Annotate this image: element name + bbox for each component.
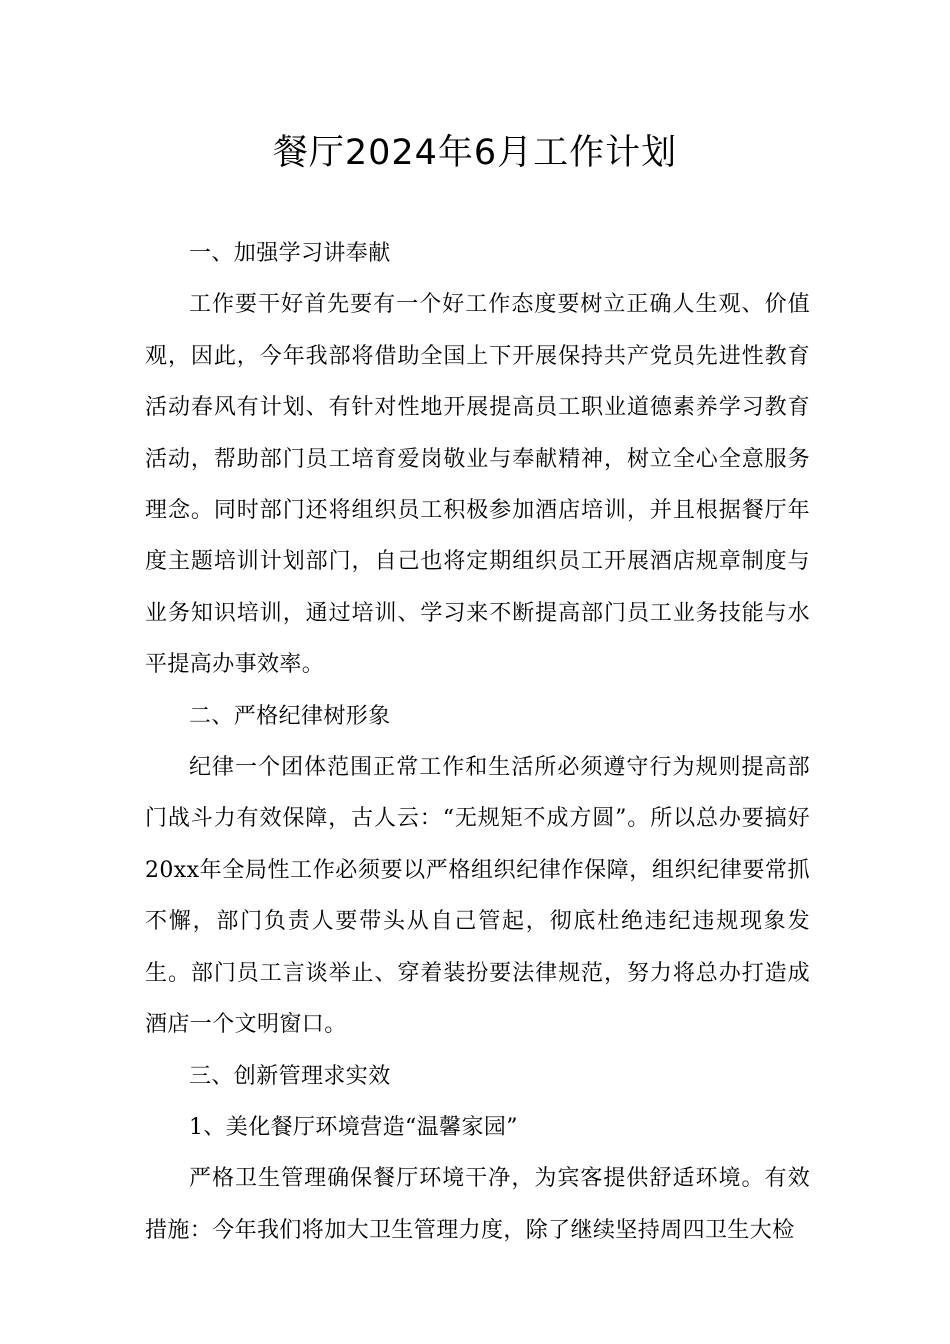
- subsection-heading-1: 1、美化餐厅环境营造“温馨家园”: [189, 1114, 518, 1140]
- section-heading-2: 二、严格纪律树形象: [189, 703, 391, 729]
- document-body: [145, 228, 810, 1256]
- section-heading-3: 三、创新管理求实效: [189, 1063, 391, 1089]
- document-title: 餐厅2024年6月工作计划: [272, 133, 678, 173]
- section-heading-1: 一、加强学习讲奉献: [189, 241, 391, 266]
- paragraph-2: 纪律一个团体范围正常工作和生活所必须遵守行为规则提高部门战斗力有效保障，古人云：“无规矩不成方圆”。所以总办要搞好20xx年全局性工作必须要以严格组织纪律作保障，组织纪律要常抓不懈，部门负责人要带头从自己管起，彻底杜绝违纪违规现象发生。部门员工言谈举止、穿着装扮要法律规范，努力将总办打造成酒店一个文明窗口。: [145, 755, 810, 1038]
- paragraph-3: 严格卫生管理确保餐厅环境干净，为宾客提供舒适环境。有效措施：今年我们将加大卫生管理力度，除了继续坚持周四卫生大检: [145, 1166, 810, 1243]
- paragraph-1: 工作要干好首先要有一个好工作态度要树立正确人生观、价值观，因此，今年我部将借助全国上下开展保持共产党员先进性教育活动春风有计划、有针对性地开展提高员工职业道德素养学习教育活动，帮助部门员工培育爱岗敬业与奉献精神，树立全心全意服务理念。同时部门还将组织员工积极参加酒店培训，并且根据餐厅年度主题培训计划部门，自己也将定期组织员工开展酒店规章制度与业务知识培训，通过培训、学习来不断提高部门员工业务技能与水平提高办事效率。: [145, 292, 810, 678]
